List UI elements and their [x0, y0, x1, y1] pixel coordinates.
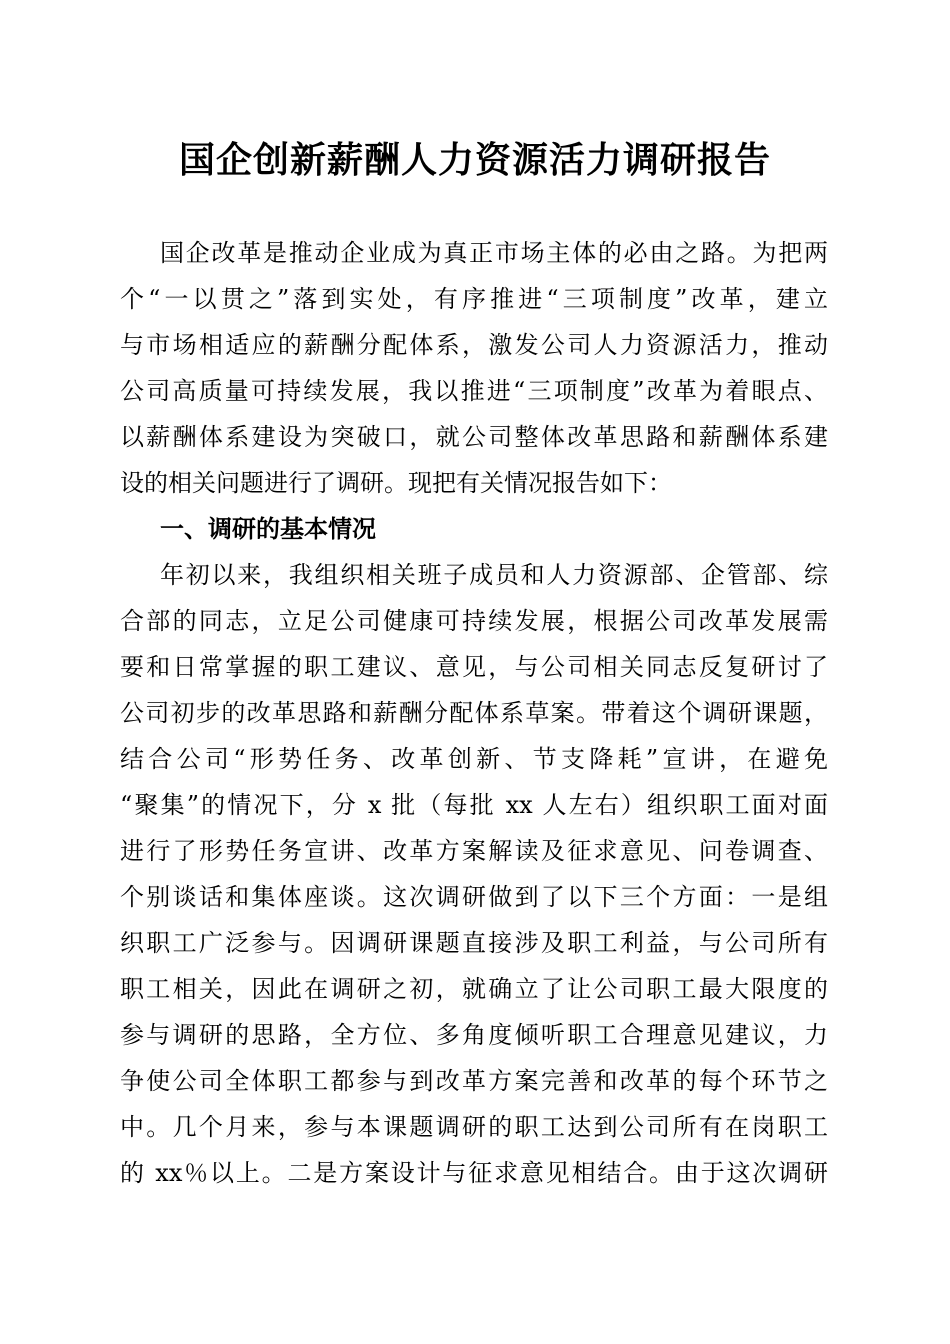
- document-body: [120, 230, 828, 1196]
- section-heading: 一、调研的基本情况: [160, 515, 376, 543]
- section-line: 公司初步的改革思路和薪酬分配体系草案。带着这个调研课题，: [120, 699, 828, 727]
- section-line: 结合公司“形势任务、改革创新、节支降耗”宣讲，在避免: [120, 745, 828, 773]
- intro-line: 与市场相适应的薪酬分配体系，激发公司人力资源活力，推动: [120, 331, 828, 359]
- section-line: 要和日常掌握的职工建议、意见，与公司相关同志反复研讨了: [120, 653, 828, 681]
- section-line: 的 xx％以上。二是方案设计与征求意见相结合。由于这次调研: [120, 1159, 828, 1187]
- intro-line: 公司高质量可持续发展，我以推进“三项制度”改革为着眼点、: [120, 377, 828, 405]
- intro-line: 个“一以贯之”落到实处，有序推进“三项制度”改革，建立: [120, 285, 828, 313]
- section-line: 职工相关，因此在调研之初，就确立了让公司职工最大限度的: [120, 975, 828, 1003]
- section-line: “聚集”的情况下，分 x 批（每批 xx 人左右）组织职工面对面: [120, 791, 828, 819]
- section-line: 个别谈话和集体座谈。这次调研做到了以下三个方面：一是组: [120, 883, 828, 911]
- section-line: 年初以来，我组织相关班子成员和人力资源部、企管部、综: [160, 561, 828, 589]
- section-line: 争使公司全体职工都参与到改革方案完善和改革的每个环节之: [120, 1067, 828, 1095]
- section-line: 中。几个月来，参与本课题调研的职工达到公司所有在岗职工: [120, 1113, 828, 1141]
- section-line: 进行了形势任务宣讲、改革方案解读及征求意见、问卷调查、: [120, 837, 828, 865]
- section-line: 织职工广泛参与。因调研课题直接涉及职工利益，与公司所有: [120, 929, 828, 957]
- section-line: 合部的同志，立足公司健康可持续发展，根据公司改革发展需: [120, 607, 828, 635]
- section-line: 参与调研的思路，全方位、多角度倾听职工合理意见建议，力: [120, 1021, 828, 1049]
- intro-line: 设的相关问题进行了调研。现把有关情况报告如下：: [120, 469, 672, 497]
- intro-line: 国企改革是推动企业成为真正市场主体的必由之路。为把两: [160, 239, 828, 267]
- intro-line: 以薪酬体系建设为突破口，就公司整体改革思路和薪酬体系建: [120, 423, 828, 451]
- document-title: 国企创新薪酬人力资源活力调研报告: [178, 139, 771, 181]
